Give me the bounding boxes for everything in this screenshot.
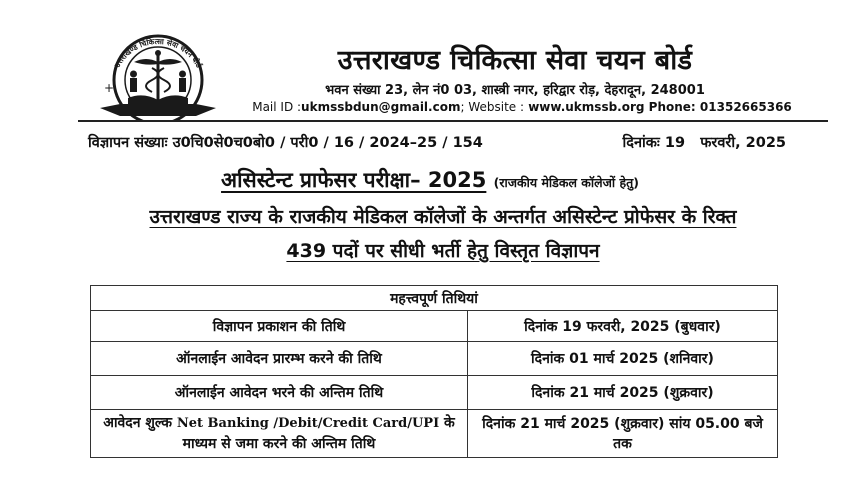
row-label: ऑनलाईन आवेदन भरने की अन्तिम तिथि	[91, 376, 468, 410]
mail-label: Mail ID :	[252, 100, 302, 114]
row-label: ऑनलाईन आवेदन प्रारम्भ करने की तिथि	[91, 342, 468, 376]
fee-label-post: के माध्यम से जमा करने की अन्तिम तिथि	[182, 415, 455, 452]
letterhead	[0, 0, 860, 122]
row-label: विज्ञापन प्रकाशन की तिथि	[91, 311, 468, 342]
row-label	[91, 410, 468, 458]
svg-text:+: +	[104, 81, 115, 95]
website-label: ; Website :	[460, 100, 525, 114]
phone-number: 01352665366	[699, 100, 792, 114]
exam-title-note: (राजकीय मेडिकल कॉलेजों हेतु)	[493, 175, 639, 190]
advertisement-number: विज्ञापन संख्याः उ0चि0से0च0बो0 / परी0 / 16 / 2024–25 / 154	[88, 135, 483, 151]
emblem-ring-text: उत्तराखण्ड चिकित्सा सेवा चयन बोर्ड	[112, 36, 204, 70]
table-row	[91, 342, 778, 376]
heading-line-2: 439 पदों पर सीधी भर्ती हेतु विस्तृत विज्ञापन	[286, 240, 600, 262]
row-value: दिनांक 21 मार्च 2025 (शुक्रवार)	[468, 376, 778, 410]
exam-title	[0, 166, 860, 194]
fee-label-pre: आवेदन शुल्क	[103, 415, 172, 431]
exam-title-main: असिस्टेन्ट प्राफेसर परीक्षा– 2025	[221, 168, 487, 192]
row-value: दिनांक 21 मार्च 2025 (शुक्रवार) सांय 05.00 बजे तक	[468, 410, 778, 458]
org-address: भवन संख्या 23, लेन नं0 03, शास्त्री नगर, हरिद्वार रोड़, देहरादून, 248001	[325, 83, 705, 98]
website-link[interactable]: www.ukmssb.org	[528, 100, 645, 114]
org-contact-line	[252, 100, 792, 114]
payment-modes: Net Banking /Debit/Credit Card/UPI	[176, 416, 440, 431]
figure-right-icon	[179, 78, 186, 92]
table-row	[91, 376, 778, 410]
emblem-ribbon-icon	[100, 104, 216, 116]
mail-link[interactable]: ukmssbdun@gmail.com	[301, 100, 461, 114]
figure-left-icon	[130, 78, 137, 92]
row-value: दिनांक 01 मार्च 2025 (शनिवार)	[468, 342, 778, 376]
advertisement-date: दिनांकः 19 फरवरी, 2025	[622, 135, 786, 151]
board-emblem-logo	[94, 28, 222, 120]
table-row	[91, 410, 778, 458]
org-name: उत्तराखण्ड चिकित्सा सेवा चयन बोर्ड	[337, 45, 693, 76]
advertisement-heading	[100, 200, 786, 268]
phone-label: Phone:	[648, 100, 696, 114]
table-row	[91, 311, 778, 342]
header-divider	[78, 120, 828, 122]
important-dates-table	[90, 285, 778, 458]
heading-line-1: उत्तराखण्ड राज्य के राजकीय मेडिकल कॉलेजों के अन्तर्गत असिस्टेन्ट प्रोफेसर के रिक्त	[149, 206, 737, 228]
row-value: दिनांक 19 फरवरी, 2025 (बुधवार)	[468, 311, 778, 342]
table-title: महत्त्वपूर्ण तिथियां	[91, 286, 778, 311]
